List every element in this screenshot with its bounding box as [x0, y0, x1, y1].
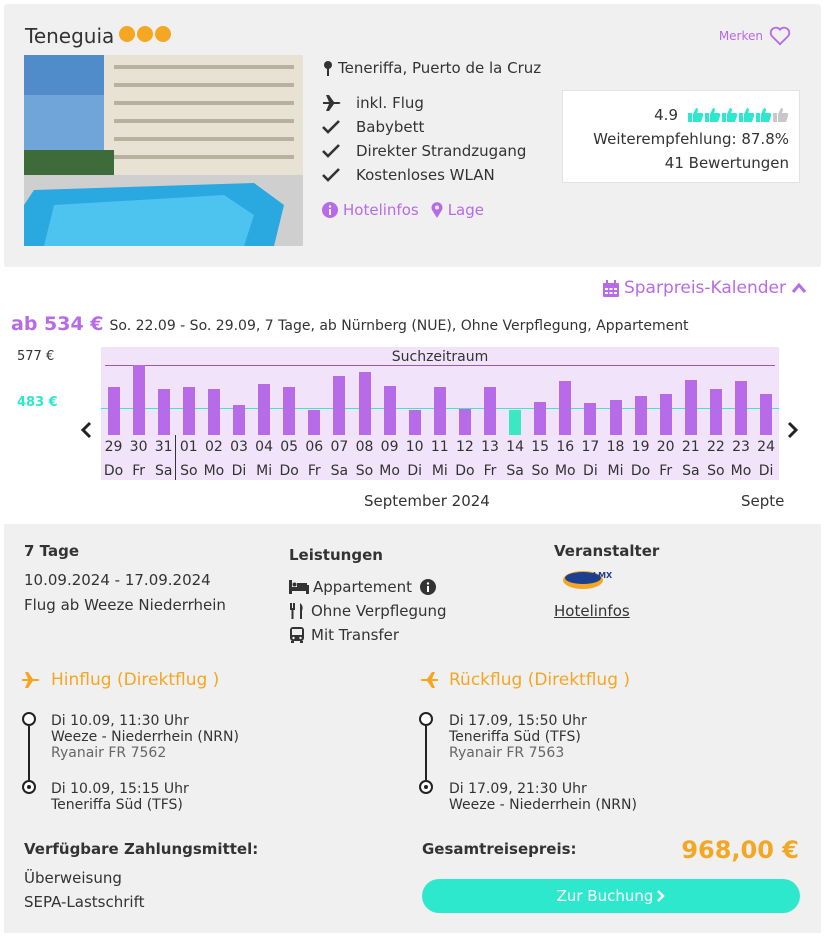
price-bar[interactable]: [735, 381, 747, 435]
day-label[interactable]: [302, 435, 327, 483]
price-bar[interactable]: [258, 384, 270, 435]
feature-item: [322, 163, 526, 187]
offer-details: [4, 524, 821, 933]
return-title-text: Rückflug (Direktflug ): [449, 670, 631, 690]
service-label: Mit Transfer: [311, 626, 400, 644]
day-number: 02: [204, 439, 223, 455]
hotel-card: [4, 4, 821, 267]
day-label[interactable]: [402, 435, 427, 483]
price-bar[interactable]: [308, 410, 320, 435]
timeline-line: [425, 726, 427, 780]
month-label-next: Septe: [741, 492, 785, 510]
outbound-arr-time: Di 10.09, 15:15 Uhr: [51, 781, 189, 797]
calendar-next-button[interactable]: [787, 420, 799, 445]
payment-method: SEPA-Lastschrift: [24, 893, 145, 911]
price-bar[interactable]: [710, 389, 722, 435]
feature-label: Kostenloses WLAN: [356, 166, 495, 184]
calendar-icon: [603, 280, 619, 297]
merken-label: Merken: [718, 29, 763, 43]
chevron-up-icon: [791, 282, 807, 294]
weekday: Mo: [730, 463, 752, 479]
timeline-line: [28, 726, 30, 780]
bus-icon: [289, 627, 305, 643]
rating-thumbs: [688, 107, 789, 123]
day-number: 11: [430, 439, 449, 455]
day-label[interactable]: [478, 435, 503, 483]
arrival-dot: [419, 780, 433, 794]
day-number: 21: [681, 439, 700, 455]
day-number: 16: [556, 439, 575, 455]
heart-icon: [769, 26, 791, 46]
day-number: 22: [706, 439, 725, 455]
book-button-label: Zur Buchung: [556, 887, 654, 905]
return-title: [419, 670, 630, 690]
outbound-title-text: Hinflug (Direktflug ): [51, 670, 220, 690]
hotel-stars: [119, 26, 171, 42]
star-icon: [119, 26, 135, 42]
operator-logo: [561, 566, 621, 596]
y-min-label: 483 €: [17, 395, 58, 410]
feature-label: Babybett: [356, 118, 425, 136]
location-text: Teneriffa, Puerto de la Cruz: [338, 59, 542, 77]
travel-dates: 10.09.2024 - 17.09.2024: [24, 571, 211, 589]
info-icon: [322, 202, 338, 218]
weekday: So: [355, 463, 374, 479]
day-label[interactable]: [252, 435, 277, 483]
day-number: 12: [455, 439, 474, 455]
feature-item: [322, 91, 526, 115]
outbound-dep-airport: Weeze - Niederrhein (NRN): [51, 729, 239, 745]
weekday: Sa: [506, 463, 524, 479]
day-number: 04: [255, 439, 273, 455]
weekday: So: [707, 463, 725, 479]
book-button[interactable]: [422, 879, 800, 913]
plane-icon: [322, 94, 342, 112]
weekday: So: [180, 463, 198, 479]
plane-return-icon: [419, 671, 439, 689]
price-bar[interactable]: [158, 389, 170, 435]
lage-link[interactable]: [431, 201, 484, 219]
day-label[interactable]: [277, 435, 302, 483]
day-number: 20: [656, 439, 675, 455]
y-max-label: 577 €: [17, 349, 55, 364]
merken-button[interactable]: [719, 26, 791, 46]
price-bar[interactable]: [409, 410, 421, 435]
weekday: Sa: [330, 463, 349, 479]
day-label[interactable]: [729, 435, 754, 483]
weekday: Mo: [554, 463, 576, 479]
price-bar[interactable]: [484, 387, 496, 435]
outbound-title: [21, 670, 219, 690]
sparpreis-calendar-toggle[interactable]: [603, 278, 807, 298]
weekday: Mi: [607, 463, 624, 479]
operator-title: Veranstalter: [554, 542, 660, 560]
service-item: [289, 578, 436, 596]
price-bar[interactable]: [434, 387, 446, 435]
hotelinfos-link[interactable]: [322, 201, 419, 219]
price-bar[interactable]: [760, 394, 772, 435]
chevron-left-icon: [80, 421, 92, 439]
weekday: Mo: [379, 463, 400, 479]
weekday: Sa: [154, 463, 173, 479]
search-period-line: [105, 365, 775, 366]
day-number: 31: [154, 439, 173, 455]
weekday: Di: [407, 463, 423, 479]
map-pin-icon: [431, 202, 443, 218]
price-bar[interactable]: [635, 396, 647, 435]
weekday: Mi: [256, 463, 273, 479]
outbound-arr-airport: Teneriffa Süd (TFS): [51, 797, 183, 813]
return-arr-airport: Weeze - Niederrhein (NRN): [449, 797, 637, 813]
hotel-links: [322, 201, 484, 219]
check-icon: [322, 144, 340, 158]
bed-icon: [289, 580, 309, 594]
search-period-label: Suchzeitraum: [391, 349, 489, 365]
day-number: 19: [631, 439, 650, 455]
day-number: 05: [280, 439, 299, 455]
feature-list: [322, 91, 526, 187]
rating-box: [562, 90, 800, 183]
day-label[interactable]: [603, 435, 628, 483]
duration: 7 Tage: [24, 542, 79, 560]
return-arr-time: Di 17.09, 21:30 Uhr: [449, 781, 587, 797]
hotel-image[interactable]: [24, 55, 303, 246]
day-label[interactable]: [427, 435, 452, 483]
weekday: Mo: [203, 463, 225, 479]
calendar-summary: [11, 313, 689, 335]
day-label[interactable]: [703, 435, 728, 483]
sparpreis-label: Sparpreis-Kalender: [623, 278, 786, 298]
star-icon: [137, 26, 153, 42]
weekday: Sa: [682, 463, 700, 479]
day-label[interactable]: [176, 435, 201, 483]
cutlery-icon: [289, 603, 305, 619]
price-bar[interactable]: [233, 405, 245, 435]
hotelinfos-label: Hotelinfos: [343, 201, 419, 219]
day-number: 24: [757, 439, 775, 455]
price-bar[interactable]: [183, 387, 195, 435]
service-item: [289, 602, 447, 620]
check-icon: [322, 120, 340, 134]
weekday: Do: [455, 463, 475, 479]
day-label[interactable]: [553, 435, 578, 483]
weekday: Do: [630, 463, 651, 479]
hotel-name[interactable]: Teneguia: [25, 24, 115, 48]
price-bar[interactable]: [108, 387, 120, 435]
day-label[interactable]: [151, 435, 176, 483]
chevron-right-icon: [787, 421, 799, 439]
departure-dot: [22, 712, 36, 726]
day-label[interactable]: [377, 435, 402, 483]
departure-info: Flug ab Weeze Niederrhein: [24, 596, 226, 614]
day-number: 30: [129, 439, 148, 455]
star-icon: [155, 26, 171, 42]
weekday: Di: [758, 463, 774, 479]
price-bar[interactable]: [610, 400, 622, 435]
price-from: ab 534 €: [11, 313, 104, 335]
thumbs-up-icon: [705, 107, 721, 123]
day-number: 14: [506, 439, 524, 455]
plane-icon: [21, 671, 41, 689]
return-dep-time: Di 17.09, 15:50 Uhr: [449, 713, 587, 729]
weekday: Fr: [483, 463, 497, 479]
price-bar[interactable]: [559, 381, 571, 435]
day-label[interactable]: [452, 435, 477, 483]
payment-method: Überweisung: [24, 869, 122, 887]
weekday: Do: [103, 463, 124, 479]
outbound-dep-time: Di 10.09, 11:30 Uhr: [51, 713, 189, 729]
feature-label: inkl. Flug: [356, 94, 424, 112]
price-bar[interactable]: [534, 402, 546, 435]
return-departure: [449, 713, 587, 761]
service-label: Appartement: [313, 578, 413, 596]
calendar-prev-button[interactable]: [80, 420, 92, 445]
return-flight-number: Ryanair FR 7563: [449, 745, 565, 761]
service-item: [289, 626, 399, 644]
services-title: Leistungen: [289, 546, 383, 564]
weekday: Do: [279, 463, 299, 479]
return-timeline: [419, 712, 449, 792]
check-icon: [322, 168, 340, 182]
day-number: 09: [380, 439, 399, 455]
outbound-arrival: [51, 781, 189, 813]
day-number: 18: [606, 439, 625, 455]
day-number: 01: [179, 439, 198, 455]
day-number: 07: [330, 439, 349, 455]
rating-score: 4.9: [654, 106, 678, 124]
weekday: So: [531, 463, 549, 479]
day-label[interactable]: [126, 435, 151, 483]
price-bar[interactable]: [133, 365, 145, 435]
price-bar[interactable]: [208, 389, 220, 435]
weekday: Di: [583, 463, 598, 479]
service-label: Ohne Verpflegung: [311, 602, 447, 620]
summary-text: So. 22.09 - So. 29.09, 7 Tage, ab Nürnberg (NUE), Ohne Verpflegung, Appartement: [109, 318, 689, 334]
month-label: September 2024: [364, 492, 490, 510]
day-label[interactable]: [201, 435, 226, 483]
day-number: 13: [481, 439, 499, 455]
return-arrival: [449, 781, 637, 813]
day-number: 10: [405, 439, 424, 455]
thumbs-up-icon: [739, 107, 755, 123]
day-label[interactable]: [628, 435, 653, 483]
reviews-count[interactable]: 41 Bewertungen: [664, 154, 789, 172]
price-bar[interactable]: [685, 380, 697, 435]
pin-icon: [322, 60, 334, 76]
price-bar[interactable]: [584, 403, 596, 435]
price-bar[interactable]: [660, 394, 672, 435]
feature-label: Direkter Strandzugang: [356, 142, 527, 160]
thumbs-up-icon: [773, 107, 789, 123]
day-label[interactable]: [678, 435, 703, 483]
day-label[interactable]: [578, 435, 603, 483]
operator-hotelinfos-link[interactable]: Hotelinfos: [554, 602, 630, 620]
feature-item: [322, 139, 526, 163]
hotel-location: [322, 59, 541, 77]
weekday: Fr: [307, 463, 321, 479]
price-bar[interactable]: [509, 410, 521, 435]
day-number: 23: [732, 439, 750, 455]
day-number: 03: [230, 439, 248, 455]
day-label[interactable]: [528, 435, 553, 483]
day-label[interactable]: [227, 435, 252, 483]
day-label[interactable]: [352, 435, 377, 483]
day-label[interactable]: [653, 435, 678, 483]
operator-logo-text: LMX: [593, 571, 613, 580]
weekday: Mi: [431, 463, 448, 479]
day-label[interactable]: [754, 435, 779, 483]
arrival-dot: [22, 780, 36, 794]
payment-title: Verfügbare Zahlungsmittel:: [24, 840, 259, 858]
chart-area: [101, 347, 779, 435]
day-number: 06: [305, 439, 324, 455]
thumbs-up-icon: [722, 107, 738, 123]
chevron-right-icon: [657, 890, 665, 902]
price-bar[interactable]: [384, 386, 396, 435]
recommendation-text: Weiterempfehlung: 87.8%: [593, 130, 789, 148]
day-label[interactable]: [327, 435, 352, 483]
departure-dot: [419, 712, 433, 726]
weekday: Fr: [132, 463, 145, 479]
weekday: Di: [231, 463, 247, 479]
price-bar[interactable]: [459, 409, 471, 435]
weekday: Fr: [659, 463, 673, 479]
day-label[interactable]: [101, 435, 126, 483]
day-number: 15: [531, 439, 550, 455]
thumbs-up-icon: [688, 107, 704, 123]
info-icon[interactable]: [420, 579, 436, 595]
price-bar[interactable]: [333, 376, 345, 435]
day-number: 29: [104, 439, 123, 455]
price-bar[interactable]: [283, 387, 295, 435]
feature-item: [322, 115, 526, 139]
outbound-timeline: [22, 712, 52, 792]
outbound-flight-number: Ryanair FR 7562: [51, 745, 167, 761]
price-bar[interactable]: [359, 372, 371, 435]
day-number: 08: [355, 439, 374, 455]
total-price: 968,00 €: [681, 836, 799, 864]
return-dep-airport: Teneriffa Süd (TFS): [449, 729, 581, 745]
thumbs-up-icon: [756, 107, 772, 123]
outbound-departure: [51, 713, 239, 761]
total-label: Gesamtreisepreis:: [422, 840, 577, 858]
lage-label: Lage: [447, 201, 484, 219]
day-label[interactable]: [503, 435, 528, 483]
day-number: 17: [581, 439, 600, 455]
price-calendar-chart: [101, 347, 779, 480]
